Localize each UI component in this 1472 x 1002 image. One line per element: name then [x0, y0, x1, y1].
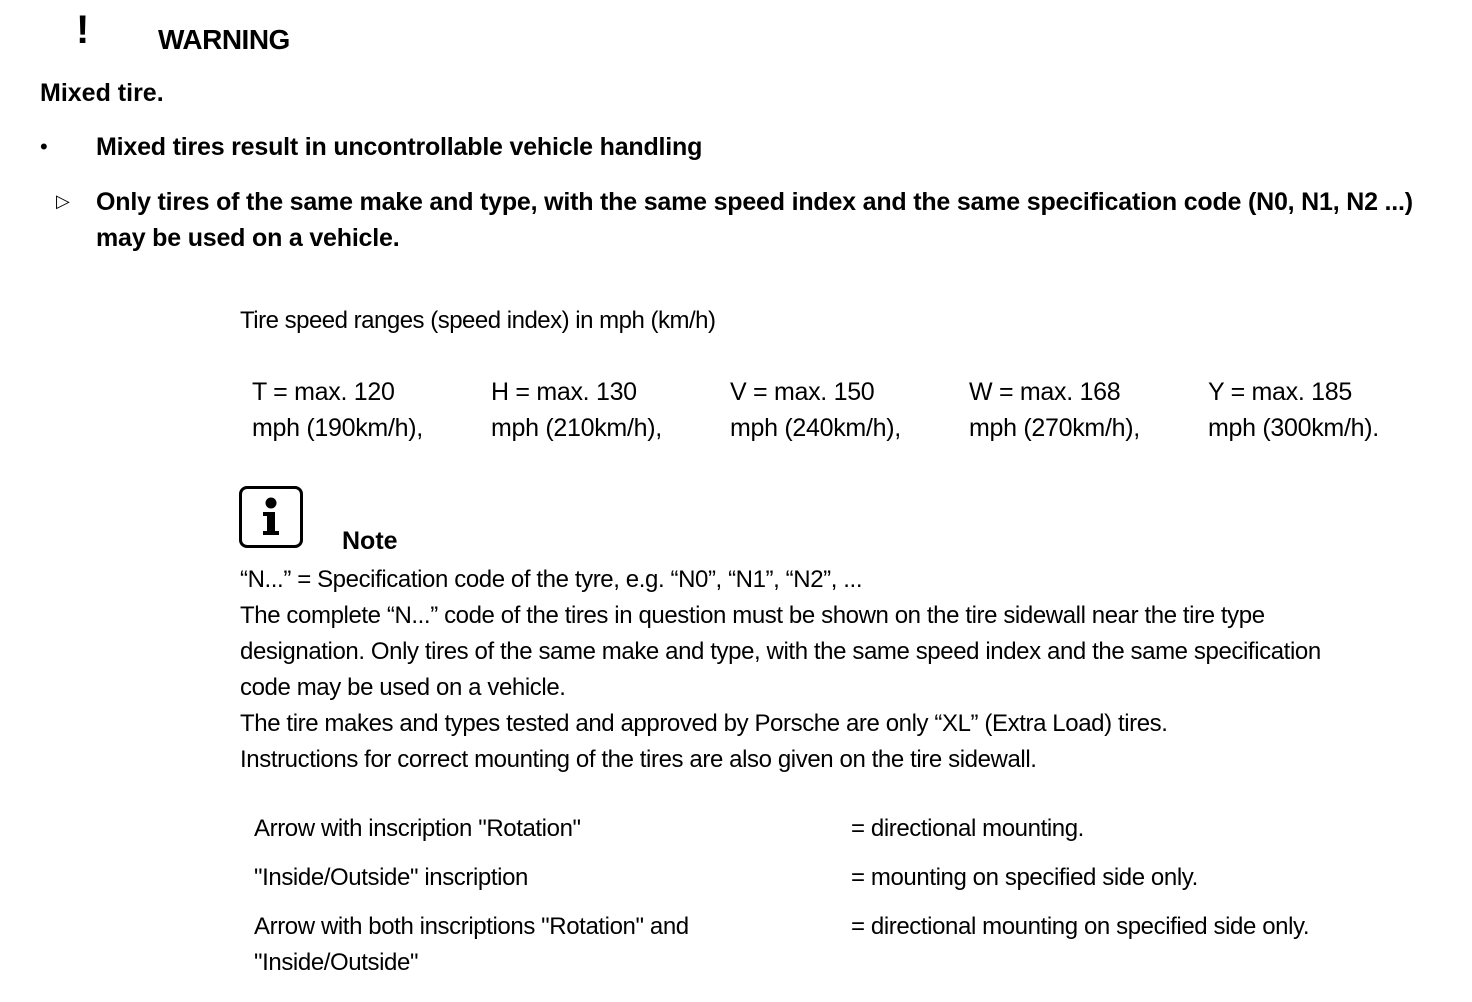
speed-range-y: Y = max. 185 mph (300km/h).	[1208, 378, 1379, 442]
mounting-meaning: = directional mounting.	[851, 815, 1084, 842]
arrow-right-icon: ▷	[56, 191, 70, 211]
instruction-text: Only tires of the same make and type, with the same speed index and the same specification code (N0, N1, N2 ...) may be used on a vehicle.	[96, 188, 1413, 252]
note-body	[240, 562, 1321, 778]
mounting-meaning: = directional mounting on specified side only.	[851, 913, 1310, 940]
note-line: designation. Only tires of the same make and type, with the same speed index and the same specification	[240, 638, 1321, 665]
speed-range-t: T = max. 120 mph (190km/h),	[252, 378, 423, 442]
info-icon	[239, 486, 303, 548]
mounting-label: "Inside/Outside" inscription	[254, 864, 528, 891]
note-line: “N...” = Specification code of the tyre, e.g. “N0”, “N1”, “N2”, ...	[240, 566, 863, 593]
mounting-label: Arrow with inscription "Rotation"	[254, 815, 581, 842]
warning-title: WARNING	[158, 24, 290, 55]
note-line: The complete “N...” code of the tires in question must be shown on the tire sidewall near the tire type	[240, 602, 1265, 629]
note-line: code may be used on a vehicle.	[240, 674, 566, 701]
note-line: Instructions for correct mounting of the tires are also given on the tire sidewall.	[240, 746, 1037, 773]
mounting-meaning: = mounting on specified side only.	[851, 864, 1198, 891]
speed-range-v: V = max. 150 mph (240km/h),	[730, 378, 901, 442]
warning-icon: !	[76, 8, 90, 52]
consequence-text: Mixed tires result in uncontrollable vehicle handling	[96, 133, 703, 161]
hazard-heading: Mixed tire.	[40, 79, 164, 107]
mounting-label: Arrow with both inscriptions "Rotation" and "Inside/Outside"	[254, 913, 689, 976]
note-title: Note	[342, 527, 398, 555]
speed-range-w: W = max. 168 mph (270km/h),	[969, 378, 1140, 442]
note-line: The tire makes and types tested and approved by Porsche are only “XL” (Extra Load) tires.	[240, 710, 1168, 737]
bullet-icon: •	[40, 134, 48, 159]
speed-range-h: H = max. 130 mph (210km/h),	[491, 378, 662, 442]
speed-ranges-title: Tire speed ranges (speed index) in mph (km/h)	[240, 307, 716, 334]
